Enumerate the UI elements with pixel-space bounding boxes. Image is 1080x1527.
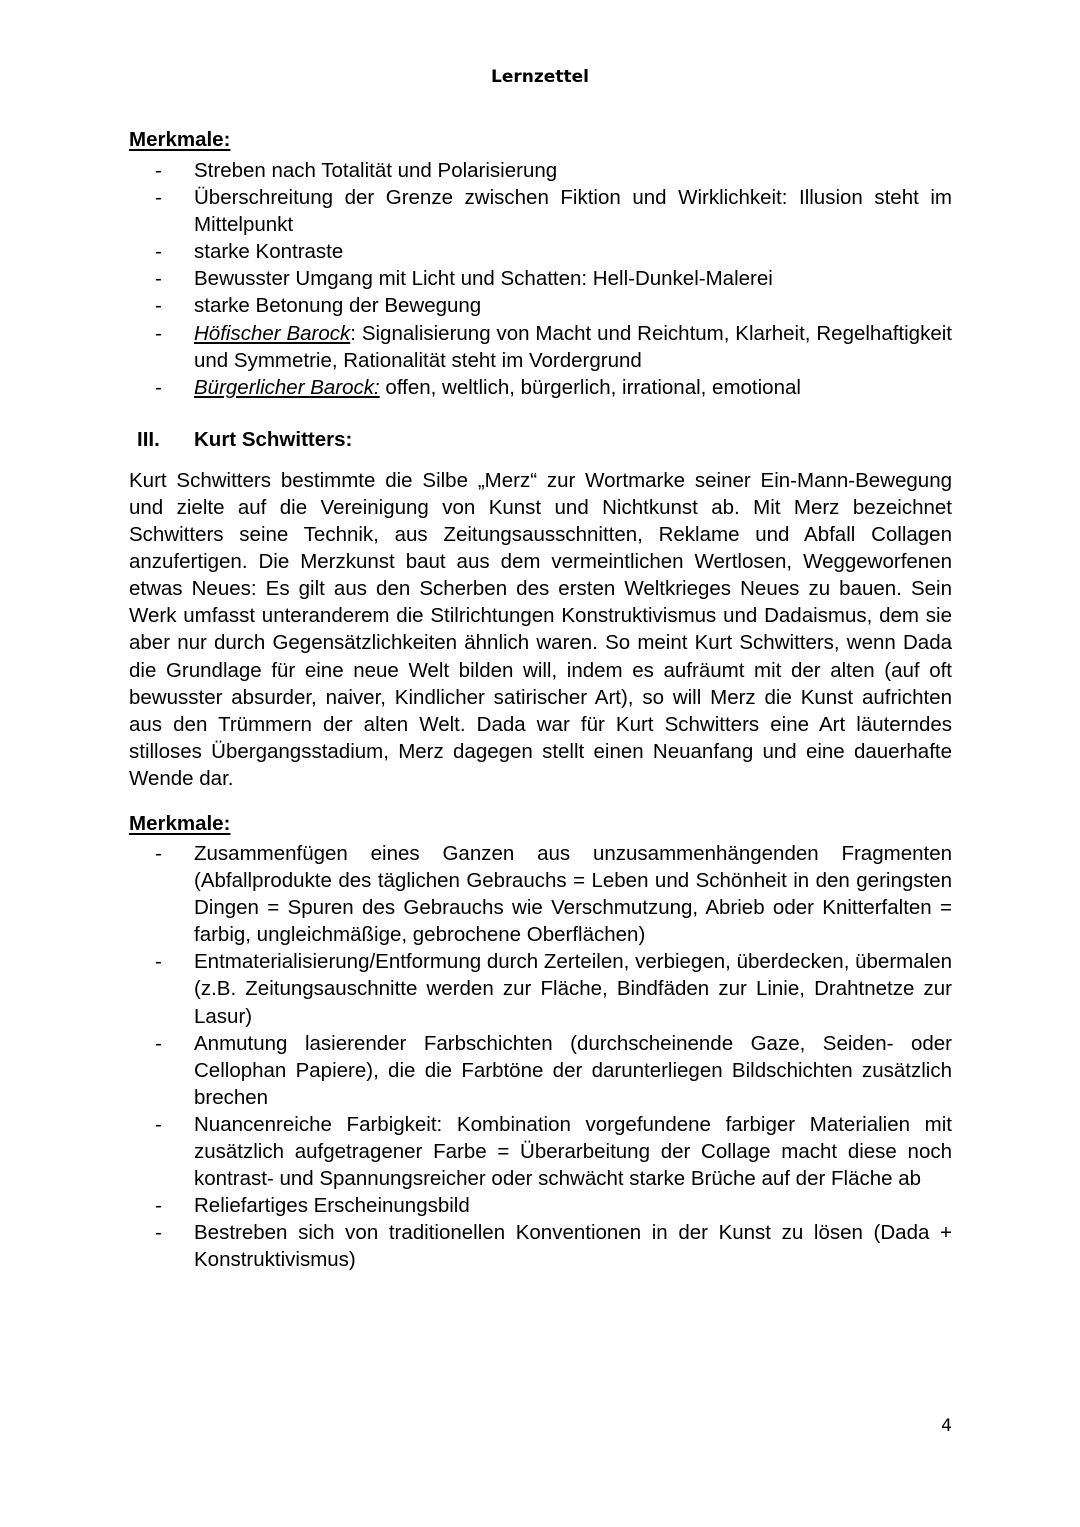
list-item — [155, 238, 952, 265]
term-buergerlicher-barock: Bürgerlicher Barock: — [194, 375, 380, 399]
list-item — [155, 157, 952, 184]
list-item — [155, 374, 952, 401]
list-dash: - — [155, 321, 162, 345]
list-item — [155, 948, 952, 1029]
term-hoefischer-barock: Höfischer Barock — [194, 321, 351, 345]
page-title: Lernzettel — [491, 67, 589, 87]
list-item — [155, 840, 952, 948]
list-item-text: Entmaterialisierung/Entformung durch Zerteilen, verbiegen, überdecken, übermalen (z.B. Zeitungsauschnitte werden zur Fläche, Bindfäden zur Linie, Drahtnetze zur Lasur) — [194, 950, 952, 1028]
list-item-text: Streben nach Totalität und Polarisierung — [194, 159, 558, 182]
list-dash: - — [155, 186, 162, 210]
section-number: III. — [137, 427, 160, 451]
schwitters-paragraph: Kurt Schwitters bestimmte die Silbe „Merz“ zur Wortmarke seiner Ein-Mann-Bewegung und zielte auf die Vereinigung von Kunst und Nichtkunst ab. Mit Merz bezeichnet Schwitters seine Technik, aus Zeitungsausschnitten, Reklame und Abfall Collagen anzufertigen. Die Merzkunst baut aus dem vermeintlichen Wertlosen, Weggeworfenen etwas Neues: Es gilt aus den Scherben des ersten Weltkrieges Neues zu bauen. Sein Werk umfasst unteranderem die Stilrichtungen Konstruktivismus und Dadaismus, dem sie aber nur durch Gegensätzlichkeiten ähnlich waren. So meint Kurt Schwitters, wenn Dada die Grundlage für eine neue Welt bilden will, indem es aufräumt mit der alten (auf oft bewusster absurder, naiver, Kindlicher satirischer Art), so will Merz die Kunst aufrichten aus den Trümmern der alten Welt. Dada war für Kurt Schwitters eine Art läuterndes stilloses Übergangsstadium, Merz dagegen stellt einen Neuanfang und eine dauerhafte Wende dar. — [129, 468, 952, 790]
list-item-text: Reliefartiges Erscheinungsbild — [194, 1194, 470, 1218]
list-item — [155, 184, 952, 238]
list-item — [155, 292, 952, 319]
list-dash: - — [155, 240, 162, 264]
list-item-text: offen, weltlich, bürgerlich, irrational, emotional — [379, 375, 801, 399]
list-item — [155, 1192, 952, 1219]
list-dash: - — [155, 841, 162, 865]
list-dash: - — [155, 294, 162, 318]
list-item — [155, 320, 952, 374]
list-dash: - — [155, 375, 162, 399]
list-dash: - — [155, 1221, 162, 1245]
merkmale-heading-barock: Merkmale: — [129, 128, 231, 151]
list-item-text: Zusammenfügen eines Ganzen aus unzusammenhängenden Fragmenten (Abfallprodukte des täglichen Gebrauchs = Leben und Schönheit in den geringsten Dingen = Spuren des Gebrauchs wie Verschmutzung, Abrieb oder Knitterfalten = farbig, ungleichmäßige, gebrochene Oberflächen) — [194, 841, 952, 947]
list-item-text: Überschreitung der Grenze zwischen Fiktion und Wirklichkeit: Illusion steht im Mittelpunkt — [194, 186, 952, 237]
list-item — [155, 1111, 952, 1192]
list-dash: - — [155, 1112, 162, 1136]
list-item — [155, 265, 952, 292]
merkmale-heading-schwitters: Merkmale: — [129, 811, 231, 835]
document-body — [129, 126, 952, 1273]
section-title: Kurt Schwitters: — [194, 427, 353, 451]
list-dash: - — [155, 950, 162, 974]
list-item — [155, 1030, 952, 1111]
barock-merkmale-list — [129, 157, 952, 401]
list-item-text: starke Betonung der Bewegung — [194, 294, 482, 318]
list-dash: - — [155, 159, 162, 182]
list-item-text: starke Kontraste — [194, 240, 344, 264]
section-heading-schwitters — [129, 426, 952, 453]
list-item-text: Nuancenreiche Farbigkeit: Kombination vorgefundene farbiger Materialien mit zusätzlich aufgetragener Farbe = Überarbeitung der Collage macht diese noch kontrast- und Spannungsreicher oder schwächt starke Brüche auf der Fläche ab — [194, 1112, 952, 1191]
list-item-text: : Signalisierung von Macht und Reichtum, Klarheit, Regelhaftigkeit und Symmetrie, Rationalität steht im Vordergrund — [194, 321, 952, 372]
list-dash: - — [155, 1031, 162, 1055]
page-number: 4 — [941, 1416, 952, 1436]
list-item-text: Bestreben sich von traditionellen Konventionen in der Kunst zu lösen (Dada + Konstruktivismus) — [194, 1221, 952, 1272]
list-item — [155, 1219, 952, 1273]
list-dash: - — [155, 1194, 162, 1218]
list-item-text: Bewusster Umgang mit Licht und Schatten: Hell-Dunkel-Malerei — [194, 267, 773, 291]
list-item-text: Anmutung lasierender Farbschichten (durchscheinende Gaze, Seiden- oder Cellophan Papiere), die die Farbtöne der darunterliegen Bildschichten zusätzlich brechen — [194, 1031, 952, 1109]
list-dash: - — [155, 267, 162, 291]
schwitters-merkmale-list — [129, 840, 952, 1274]
